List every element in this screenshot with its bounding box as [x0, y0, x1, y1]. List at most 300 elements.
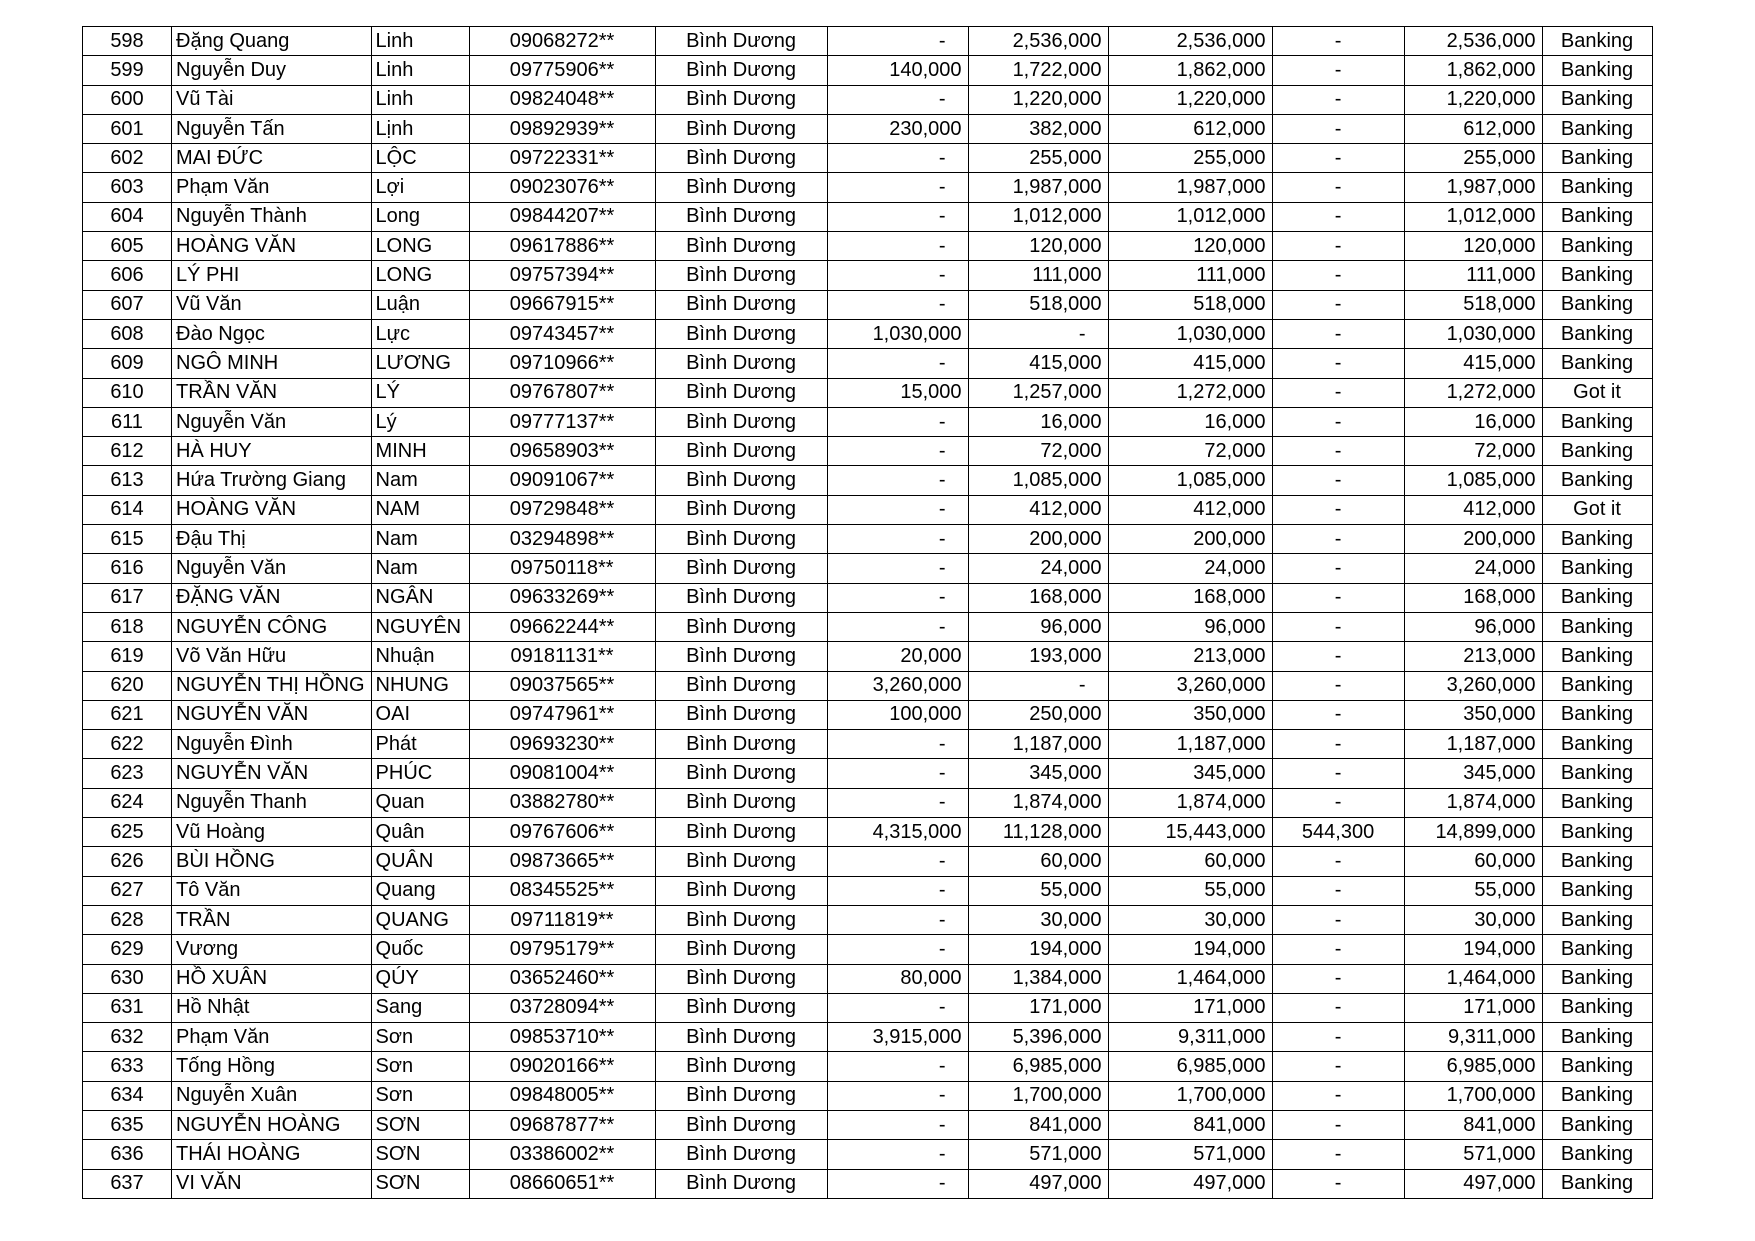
table-row — [83, 144, 1653, 173]
phone-number-cell: 09667915** — [469, 290, 655, 319]
phone-number-cell: 09795179** — [469, 935, 655, 964]
last-name-cell: Vũ Hoàng — [172, 818, 372, 847]
payment-method-cell: Banking — [1542, 993, 1652, 1022]
net-amount-cell: 9,311,000 — [1404, 1023, 1542, 1052]
phone-number-cell: 08345525** — [469, 876, 655, 905]
amount-a-cell: - — [827, 905, 968, 934]
table-row — [83, 554, 1653, 583]
total-amount-cell: 571,000 — [1108, 1140, 1272, 1169]
amount-b-cell: 1,085,000 — [968, 466, 1108, 495]
province-cell: Bình Dương — [655, 818, 827, 847]
last-name-cell: Nguyễn Đình — [172, 730, 372, 759]
last-name-cell: THÁI HOÀNG — [172, 1140, 372, 1169]
province-cell: Bình Dương — [655, 759, 827, 788]
payment-method-cell: Banking — [1542, 642, 1652, 671]
net-amount-cell: 841,000 — [1404, 1110, 1542, 1139]
deduction-cell: 544,300 — [1272, 818, 1404, 847]
amount-b-cell: 5,396,000 — [968, 1023, 1108, 1052]
deduction-cell: - — [1272, 173, 1404, 202]
row-number-cell: 618 — [83, 612, 172, 641]
net-amount-cell: 111,000 — [1404, 261, 1542, 290]
net-amount-cell: 96,000 — [1404, 612, 1542, 641]
table-row — [83, 1110, 1653, 1139]
amount-b-cell: 194,000 — [968, 935, 1108, 964]
first-name-cell: Sơn — [371, 1052, 469, 1081]
phone-number-cell: 09020166** — [469, 1052, 655, 1081]
amount-b-cell: 345,000 — [968, 759, 1108, 788]
first-name-cell: Nam — [371, 466, 469, 495]
table-row — [83, 876, 1653, 905]
total-amount-cell: 1,700,000 — [1108, 1081, 1272, 1110]
first-name-cell: Long — [371, 202, 469, 231]
net-amount-cell: 1,987,000 — [1404, 173, 1542, 202]
deduction-cell: - — [1272, 642, 1404, 671]
total-amount-cell: 1,464,000 — [1108, 964, 1272, 993]
province-cell: Bình Dương — [655, 407, 827, 436]
first-name-cell: PHÚC — [371, 759, 469, 788]
province-cell: Bình Dương — [655, 1169, 827, 1198]
province-cell: Bình Dương — [655, 85, 827, 114]
row-number-cell: 630 — [83, 964, 172, 993]
province-cell: Bình Dương — [655, 905, 827, 934]
province-cell: Bình Dương — [655, 642, 827, 671]
amount-b-cell: 200,000 — [968, 525, 1108, 554]
last-name-cell: Nguyễn Xuân — [172, 1081, 372, 1110]
phone-number-cell: 09844207** — [469, 202, 655, 231]
table-row — [83, 612, 1653, 641]
phone-number-cell: 08660651** — [469, 1169, 655, 1198]
phone-number-cell: 03882780** — [469, 788, 655, 817]
phone-number-cell: 09662244** — [469, 612, 655, 641]
first-name-cell: Quang — [371, 876, 469, 905]
total-amount-cell: 1,187,000 — [1108, 730, 1272, 759]
deduction-cell: - — [1272, 114, 1404, 143]
row-number-cell: 616 — [83, 554, 172, 583]
row-number-cell: 631 — [83, 993, 172, 1022]
table-body — [83, 27, 1653, 1199]
amount-b-cell: 1,012,000 — [968, 202, 1108, 231]
first-name-cell: Nam — [371, 525, 469, 554]
amount-a-cell: - — [827, 202, 968, 231]
row-number-cell: 623 — [83, 759, 172, 788]
phone-number-cell: 09824048** — [469, 85, 655, 114]
amount-b-cell: 412,000 — [968, 495, 1108, 524]
row-number-cell: 611 — [83, 407, 172, 436]
row-number-cell: 614 — [83, 495, 172, 524]
table-row — [83, 818, 1653, 847]
payment-method-cell: Banking — [1542, 232, 1652, 261]
phone-number-cell: 09848005** — [469, 1081, 655, 1110]
payment-method-cell: Banking — [1542, 56, 1652, 85]
last-name-cell: ĐẶNG VĂN — [172, 583, 372, 612]
payment-method-cell: Banking — [1542, 1169, 1652, 1198]
deduction-cell: - — [1272, 1110, 1404, 1139]
amount-a-cell: - — [827, 27, 968, 56]
amount-a-cell: - — [827, 261, 968, 290]
total-amount-cell: 412,000 — [1108, 495, 1272, 524]
table-row — [83, 671, 1653, 700]
last-name-cell: Tô Văn — [172, 876, 372, 905]
amount-a-cell: - — [827, 290, 968, 319]
first-name-cell: QÚY — [371, 964, 469, 993]
net-amount-cell: 1,464,000 — [1404, 964, 1542, 993]
phone-number-cell: 09091067** — [469, 466, 655, 495]
deduction-cell: - — [1272, 349, 1404, 378]
last-name-cell: Đặng Quang — [172, 27, 372, 56]
amount-a-cell: - — [827, 349, 968, 378]
amount-b-cell: 1,220,000 — [968, 85, 1108, 114]
payment-method-cell: Banking — [1542, 466, 1652, 495]
payment-method-cell: Banking — [1542, 818, 1652, 847]
phone-number-cell: 09722331** — [469, 144, 655, 173]
total-amount-cell: 497,000 — [1108, 1169, 1272, 1198]
amount-b-cell: 250,000 — [968, 700, 1108, 729]
province-cell: Bình Dương — [655, 466, 827, 495]
table-row — [83, 700, 1653, 729]
table-row — [83, 495, 1653, 524]
amount-b-cell: 1,384,000 — [968, 964, 1108, 993]
row-number-cell: 599 — [83, 56, 172, 85]
first-name-cell: QUÂN — [371, 847, 469, 876]
last-name-cell: TRẦN VĂN — [172, 378, 372, 407]
total-amount-cell: 518,000 — [1108, 290, 1272, 319]
amount-a-cell: - — [827, 554, 968, 583]
amount-a-cell: - — [827, 466, 968, 495]
row-number-cell: 625 — [83, 818, 172, 847]
total-amount-cell: 3,260,000 — [1108, 671, 1272, 700]
phone-number-cell: 03728094** — [469, 993, 655, 1022]
table-row — [83, 319, 1653, 348]
last-name-cell: HỒ XUÂN — [172, 964, 372, 993]
first-name-cell: Lý — [371, 407, 469, 436]
table-row — [83, 993, 1653, 1022]
total-amount-cell: 1,085,000 — [1108, 466, 1272, 495]
last-name-cell: HÀ HUY — [172, 437, 372, 466]
payment-method-cell: Banking — [1542, 1110, 1652, 1139]
total-amount-cell: 24,000 — [1108, 554, 1272, 583]
table-row — [83, 114, 1653, 143]
amount-a-cell: - — [827, 407, 968, 436]
total-amount-cell: 168,000 — [1108, 583, 1272, 612]
total-amount-cell: 415,000 — [1108, 349, 1272, 378]
payment-method-cell: Banking — [1542, 319, 1652, 348]
payment-method-cell: Banking — [1542, 202, 1652, 231]
last-name-cell: NGUYỄN THỊ HỒNG — [172, 671, 372, 700]
total-amount-cell: 345,000 — [1108, 759, 1272, 788]
last-name-cell: Nguyễn Văn — [172, 554, 372, 583]
row-number-cell: 637 — [83, 1169, 172, 1198]
first-name-cell: Linh — [371, 27, 469, 56]
amount-b-cell: 1,257,000 — [968, 378, 1108, 407]
phone-number-cell: 09743457** — [469, 319, 655, 348]
amount-b-cell: 96,000 — [968, 612, 1108, 641]
table-row — [83, 1081, 1653, 1110]
total-amount-cell: 255,000 — [1108, 144, 1272, 173]
payment-method-cell: Banking — [1542, 700, 1652, 729]
amount-a-cell: - — [827, 85, 968, 114]
deduction-cell: - — [1272, 583, 1404, 612]
total-amount-cell: 612,000 — [1108, 114, 1272, 143]
phone-number-cell: 09777137** — [469, 407, 655, 436]
amount-a-cell: - — [827, 1052, 968, 1081]
row-number-cell: 634 — [83, 1081, 172, 1110]
first-name-cell: Nam — [371, 554, 469, 583]
net-amount-cell: 1,187,000 — [1404, 730, 1542, 759]
first-name-cell: SƠN — [371, 1169, 469, 1198]
amount-a-cell: - — [827, 525, 968, 554]
net-amount-cell: 14,899,000 — [1404, 818, 1542, 847]
deduction-cell: - — [1272, 56, 1404, 85]
province-cell: Bình Dương — [655, 56, 827, 85]
phone-number-cell: 09873665** — [469, 847, 655, 876]
last-name-cell: Đào Ngọc — [172, 319, 372, 348]
net-amount-cell: 1,874,000 — [1404, 788, 1542, 817]
amount-a-cell: 3,915,000 — [827, 1023, 968, 1052]
net-amount-cell: 72,000 — [1404, 437, 1542, 466]
first-name-cell: LÝ — [371, 378, 469, 407]
deduction-cell: - — [1272, 85, 1404, 114]
last-name-cell: LÝ PHI — [172, 261, 372, 290]
deduction-cell: - — [1272, 202, 1404, 231]
last-name-cell: NGUYỄN HOÀNG — [172, 1110, 372, 1139]
amount-b-cell: 571,000 — [968, 1140, 1108, 1169]
payment-method-cell: Banking — [1542, 1023, 1652, 1052]
phone-number-cell: 09617886** — [469, 232, 655, 261]
payment-method-cell: Banking — [1542, 525, 1652, 554]
table-row — [83, 583, 1653, 612]
net-amount-cell: 518,000 — [1404, 290, 1542, 319]
amount-a-cell: - — [827, 1140, 968, 1169]
amount-b-cell: 193,000 — [968, 642, 1108, 671]
phone-number-cell: 09710966** — [469, 349, 655, 378]
phone-number-cell: 09711819** — [469, 905, 655, 934]
payment-method-cell: Banking — [1542, 554, 1652, 583]
first-name-cell: Lợi — [371, 173, 469, 202]
row-number-cell: 602 — [83, 144, 172, 173]
first-name-cell: Linh — [371, 56, 469, 85]
row-number-cell: 604 — [83, 202, 172, 231]
amount-b-cell: 1,187,000 — [968, 730, 1108, 759]
deduction-cell: - — [1272, 495, 1404, 524]
table-row — [83, 1023, 1653, 1052]
table-row — [83, 525, 1653, 554]
phone-number-cell: 09693230** — [469, 730, 655, 759]
payment-method-cell: Banking — [1542, 1140, 1652, 1169]
last-name-cell: HOÀNG VĂN — [172, 232, 372, 261]
last-name-cell: Nguyễn Tấn — [172, 114, 372, 143]
row-number-cell: 608 — [83, 319, 172, 348]
first-name-cell: Quốc — [371, 935, 469, 964]
table-row — [83, 173, 1653, 202]
deduction-cell: - — [1272, 1023, 1404, 1052]
amount-a-cell: 80,000 — [827, 964, 968, 993]
row-number-cell: 628 — [83, 905, 172, 934]
amount-a-cell: - — [827, 993, 968, 1022]
province-cell: Bình Dương — [655, 1140, 827, 1169]
amount-a-cell: - — [827, 144, 968, 173]
phone-number-cell: 09892939** — [469, 114, 655, 143]
first-name-cell: LONG — [371, 261, 469, 290]
row-number-cell: 622 — [83, 730, 172, 759]
amount-b-cell: 6,985,000 — [968, 1052, 1108, 1081]
table-row — [83, 202, 1653, 231]
amount-b-cell: 255,000 — [968, 144, 1108, 173]
net-amount-cell: 55,000 — [1404, 876, 1542, 905]
province-cell: Bình Dương — [655, 144, 827, 173]
first-name-cell: NHUNG — [371, 671, 469, 700]
table-row — [83, 1052, 1653, 1081]
table-row — [83, 847, 1653, 876]
amount-b-cell: - — [968, 319, 1108, 348]
last-name-cell: NGUYỄN VĂN — [172, 700, 372, 729]
amount-a-cell: 15,000 — [827, 378, 968, 407]
total-amount-cell: 111,000 — [1108, 261, 1272, 290]
row-number-cell: 603 — [83, 173, 172, 202]
first-name-cell: NAM — [371, 495, 469, 524]
net-amount-cell: 194,000 — [1404, 935, 1542, 964]
net-amount-cell: 213,000 — [1404, 642, 1542, 671]
phone-number-cell: 09687877** — [469, 1110, 655, 1139]
table-row — [83, 56, 1653, 85]
row-number-cell: 629 — [83, 935, 172, 964]
phone-number-cell: 09853710** — [469, 1023, 655, 1052]
deduction-cell: - — [1272, 1140, 1404, 1169]
amount-a-cell: - — [827, 1081, 968, 1110]
first-name-cell: Phát — [371, 730, 469, 759]
amount-a-cell: 3,260,000 — [827, 671, 968, 700]
amount-b-cell: 30,000 — [968, 905, 1108, 934]
amount-b-cell: 841,000 — [968, 1110, 1108, 1139]
payment-method-cell: Got it — [1542, 495, 1652, 524]
table-row — [83, 905, 1653, 934]
table-row — [83, 759, 1653, 788]
net-amount-cell: 1,220,000 — [1404, 85, 1542, 114]
amount-a-cell: - — [827, 232, 968, 261]
total-amount-cell: 16,000 — [1108, 407, 1272, 436]
first-name-cell: Lực — [371, 319, 469, 348]
amount-b-cell: 1,700,000 — [968, 1081, 1108, 1110]
amount-a-cell: 1,030,000 — [827, 319, 968, 348]
table-row — [83, 642, 1653, 671]
province-cell: Bình Dương — [655, 671, 827, 700]
payment-method-cell: Banking — [1542, 290, 1652, 319]
phone-number-cell: 09181131** — [469, 642, 655, 671]
total-amount-cell: 1,030,000 — [1108, 319, 1272, 348]
row-number-cell: 632 — [83, 1023, 172, 1052]
net-amount-cell: 60,000 — [1404, 847, 1542, 876]
payment-method-cell: Got it — [1542, 378, 1652, 407]
amount-a-cell: - — [827, 788, 968, 817]
province-cell: Bình Dương — [655, 495, 827, 524]
amount-b-cell: 168,000 — [968, 583, 1108, 612]
row-number-cell: 605 — [83, 232, 172, 261]
province-cell: Bình Dương — [655, 290, 827, 319]
total-amount-cell: 194,000 — [1108, 935, 1272, 964]
row-number-cell: 609 — [83, 349, 172, 378]
payment-method-cell: Banking — [1542, 85, 1652, 114]
phone-number-cell: 09747961** — [469, 700, 655, 729]
deduction-cell: - — [1272, 1052, 1404, 1081]
first-name-cell: LỘC — [371, 144, 469, 173]
row-number-cell: 624 — [83, 788, 172, 817]
deduction-cell: - — [1272, 525, 1404, 554]
net-amount-cell: 24,000 — [1404, 554, 1542, 583]
row-number-cell: 607 — [83, 290, 172, 319]
deduction-cell: - — [1272, 759, 1404, 788]
amount-a-cell: - — [827, 612, 968, 641]
deduction-cell: - — [1272, 935, 1404, 964]
deduction-cell: - — [1272, 905, 1404, 934]
payment-method-cell: Banking — [1542, 847, 1652, 876]
deduction-cell: - — [1272, 730, 1404, 759]
total-amount-cell: 171,000 — [1108, 993, 1272, 1022]
province-cell: Bình Dương — [655, 554, 827, 583]
table-row — [83, 378, 1653, 407]
phone-number-cell: 09658903** — [469, 437, 655, 466]
payment-method-cell: Banking — [1542, 437, 1652, 466]
first-name-cell: Sang — [371, 993, 469, 1022]
last-name-cell: TRẦN — [172, 905, 372, 934]
phone-number-cell: 03294898** — [469, 525, 655, 554]
net-amount-cell: 200,000 — [1404, 525, 1542, 554]
deduction-cell: - — [1272, 788, 1404, 817]
province-cell: Bình Dương — [655, 788, 827, 817]
payment-method-cell: Banking — [1542, 261, 1652, 290]
amount-a-cell: - — [827, 495, 968, 524]
last-name-cell: NGUYỄN CÔNG — [172, 612, 372, 641]
row-number-cell: 619 — [83, 642, 172, 671]
phone-number-cell: 09767807** — [469, 378, 655, 407]
province-cell: Bình Dương — [655, 730, 827, 759]
net-amount-cell: 171,000 — [1404, 993, 1542, 1022]
first-name-cell: MINH — [371, 437, 469, 466]
amount-b-cell: 55,000 — [968, 876, 1108, 905]
total-amount-cell: 1,862,000 — [1108, 56, 1272, 85]
table-row — [83, 27, 1653, 56]
phone-number-cell: 09750118** — [469, 554, 655, 583]
amount-b-cell: 497,000 — [968, 1169, 1108, 1198]
total-amount-cell: 350,000 — [1108, 700, 1272, 729]
amount-b-cell: 11,128,000 — [968, 818, 1108, 847]
amount-a-cell: - — [827, 1169, 968, 1198]
phone-number-cell: 09633269** — [469, 583, 655, 612]
total-amount-cell: 1,012,000 — [1108, 202, 1272, 231]
deduction-cell: - — [1272, 437, 1404, 466]
total-amount-cell: 1,987,000 — [1108, 173, 1272, 202]
payment-method-cell: Banking — [1542, 671, 1652, 700]
total-amount-cell: 6,985,000 — [1108, 1052, 1272, 1081]
last-name-cell: HOÀNG VĂN — [172, 495, 372, 524]
province-cell: Bình Dương — [655, 173, 827, 202]
table-row — [83, 232, 1653, 261]
net-amount-cell: 1,700,000 — [1404, 1081, 1542, 1110]
row-number-cell: 615 — [83, 525, 172, 554]
payment-method-cell: Banking — [1542, 876, 1652, 905]
total-amount-cell: 9,311,000 — [1108, 1023, 1272, 1052]
table-row — [83, 85, 1653, 114]
net-amount-cell: 345,000 — [1404, 759, 1542, 788]
phone-number-cell: 09023076** — [469, 173, 655, 202]
amount-a-cell: 20,000 — [827, 642, 968, 671]
table-row — [83, 349, 1653, 378]
first-name-cell: Luận — [371, 290, 469, 319]
net-amount-cell: 1,272,000 — [1404, 378, 1542, 407]
row-number-cell: 627 — [83, 876, 172, 905]
amount-b-cell: 1,987,000 — [968, 173, 1108, 202]
province-cell: Bình Dương — [655, 349, 827, 378]
province-cell: Bình Dương — [655, 1023, 827, 1052]
row-number-cell: 620 — [83, 671, 172, 700]
